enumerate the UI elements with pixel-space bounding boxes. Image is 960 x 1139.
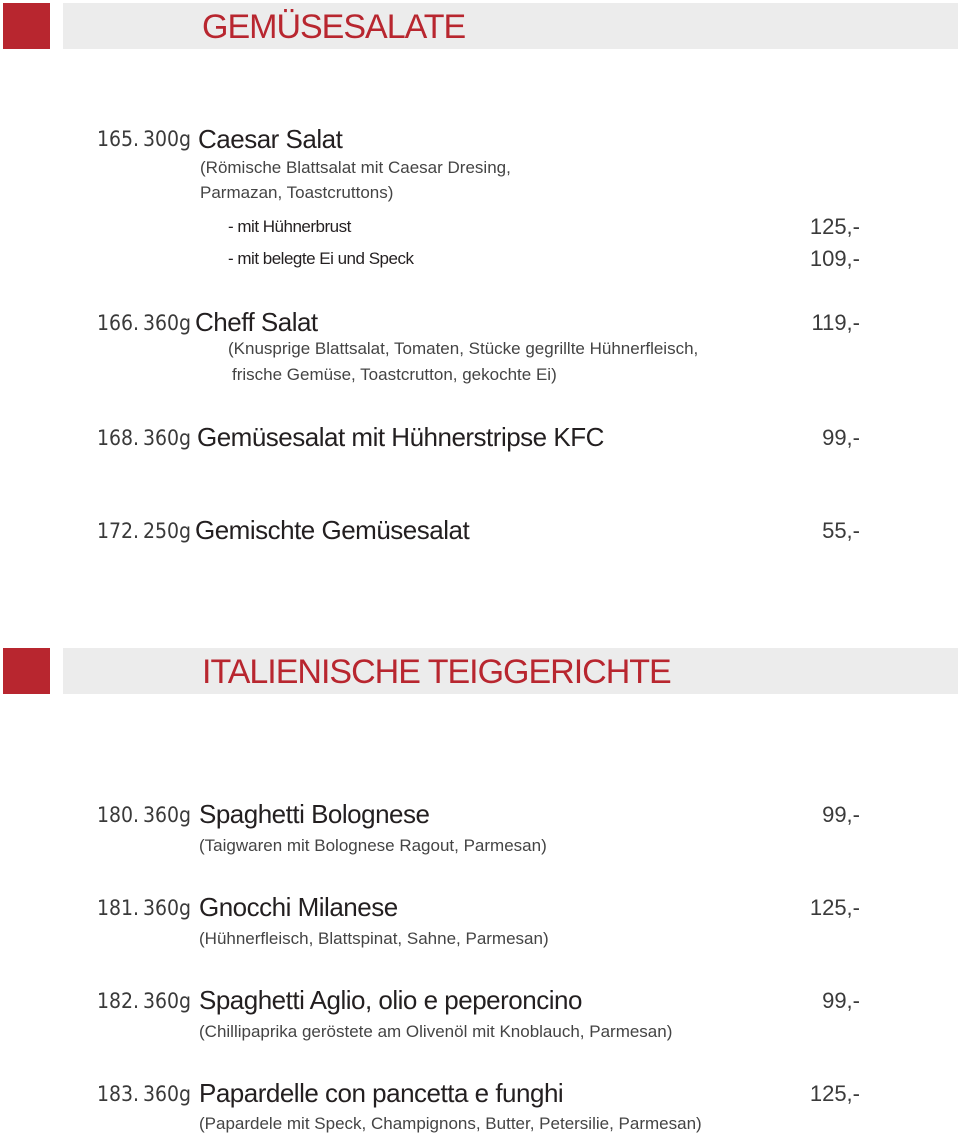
item-number: 165.	[97, 127, 140, 151]
item-option-label: - mit Hühnerbrust	[228, 217, 351, 236]
section-header-gemuesesalate	[0, 0, 960, 50]
section-header-bar	[63, 3, 958, 49]
item-weight: 360g	[143, 989, 192, 1013]
section-marker-square	[3, 3, 50, 49]
item-weight: 360g	[143, 803, 192, 827]
item-number: 182.	[97, 989, 140, 1013]
item-description-line: (Römische Blattsalat mit Caesar Dresing,	[200, 158, 511, 177]
item-option-price: 109,-	[809, 246, 860, 271]
item-name: Caesar Salat	[198, 124, 343, 154]
item-weight: 360g	[143, 896, 192, 920]
item-description-line: (Papardele mit Speck, Champignons, Butter, Petersilie, Parmesan)	[199, 1114, 702, 1133]
item-weight: 360g	[143, 1082, 192, 1106]
item-number: 183.	[97, 1082, 140, 1106]
item-weight: 360g	[143, 426, 192, 450]
item-number: 168.	[97, 426, 140, 450]
item-name: Papardelle con pancetta e funghi	[199, 1078, 564, 1108]
item-price: 125,-	[809, 895, 860, 920]
item-number: 180.	[97, 803, 140, 827]
item-description-line: (Chillipaprika geröstete am Olivenöl mit Knoblauch, Parmesan)	[199, 1022, 673, 1041]
item-price: 125,-	[809, 1081, 860, 1106]
item-price: 99,-	[822, 425, 860, 450]
item-description-line: Parmazan, Toastcruttons)	[200, 183, 394, 202]
section-marker-square	[3, 648, 50, 694]
item-description-line: (Knusprige Blattsalat, Tomaten, Stücke gegrillte Hühnerfleisch,	[228, 339, 699, 358]
item-price: 99,-	[822, 988, 860, 1013]
item-price: 99,-	[822, 802, 860, 827]
item-name: Gemüsesalat mit Hühnerstripse KFC	[197, 422, 604, 452]
item-weight: 360g	[143, 311, 192, 335]
section-title: ITALIENISCHE TEIGGERICHTE	[202, 653, 671, 691]
item-name: Cheff Salat	[195, 307, 318, 337]
item-number: 181.	[97, 896, 140, 920]
section-header-italienische-teiggerichte	[0, 645, 960, 695]
item-option-label: - mit belegte Ei und Speck	[228, 249, 414, 268]
item-description-line: frische Gemüse, Toastcrutton, gekochte Ei)	[232, 365, 557, 384]
item-option-price: 125,-	[809, 214, 860, 239]
item-price: 55,-	[822, 518, 860, 543]
item-weight: 300g	[143, 127, 192, 151]
item-price: 119,-	[811, 310, 860, 335]
item-number: 172.	[97, 519, 140, 543]
item-name: Spaghetti Aglio, olio e peperoncino	[199, 985, 582, 1015]
item-weight: 250g	[143, 519, 192, 543]
item-description-line: (Taigwaren mit Bolognese Ragout, Parmesan)	[199, 836, 547, 855]
item-description-line: (Hühnerfleisch, Blattspinat, Sahne, Parmesan)	[199, 929, 549, 948]
section-title: GEMÜSESALATE	[202, 8, 466, 46]
item-number: 166.	[97, 311, 140, 335]
item-name: Gemischte Gemüsesalat	[195, 515, 470, 545]
item-name: Gnocchi Milanese	[199, 892, 398, 922]
item-name: Spaghetti Bolognese	[199, 799, 430, 829]
